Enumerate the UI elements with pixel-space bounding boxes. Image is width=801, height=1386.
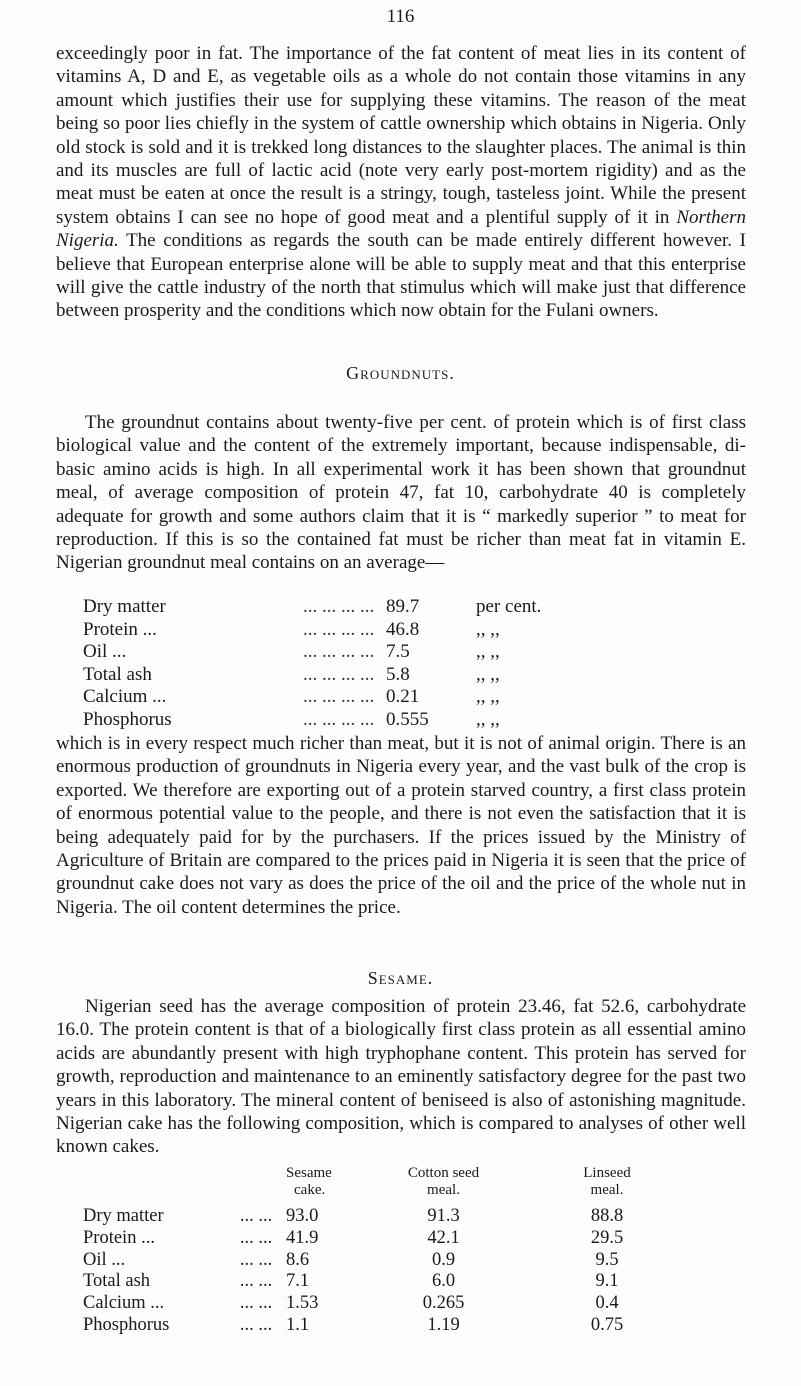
paragraph-groundnut-export: which is in every respect much richer than meat, but it is not of animal origin. There is an enormous production of groundnuts in Nigeria every year, and the vast bulk of the crop is exported. We therefore are exporting out of a protein starved country, a first class protein of enormous potential value to the people, and there is not even the satisfaction that it is being adequately paid for by the purchasers. If the prices issued by the Ministry of Agriculture of Britain are compared to the prices paid in Nigeria it is seen that the price of groundnut cake does not vary as does the price of the oil and the price of the whole nut in Nigeria. The oil content determines the price. (56, 733, 746, 918)
paragraph-sesame: Nigerian seed has the average composition of protein 23.46, fat 52.6, carbohydrate 16.0. The protein content is that of a biologically first class protein as all essential amino acids are abundantly present with high tryphophane content. This protein has served for growth, reproduction and maintenance to an eminently satisfactory degree for the past two years in this laboratory. The mineral content of beniseed is also of astonishing magnitude. Nigerian cake has the following composition, which is compared to analyses of other well known cakes. (56, 996, 746, 1158)
cell-sesame: 41.9 (286, 1227, 319, 1248)
item-label: Dry matter (83, 596, 166, 617)
cell-sesame: 1.53 (286, 1293, 319, 1314)
row-label: Phosphorus (83, 1314, 170, 1335)
item-unit: ,, ,, (476, 641, 500, 662)
cell-sesame: 8.6 (286, 1249, 310, 1270)
item-value: 7.5 (386, 641, 410, 662)
cell-linseed: 88.8 (590, 1206, 624, 1226)
list-item (83, 709, 723, 732)
cell-cotton-seed: 6.0 (431, 1271, 456, 1292)
item-unit: per cent. (476, 596, 542, 617)
table-row (56, 1206, 756, 1228)
cell-sesame: 7.1 (286, 1271, 310, 1292)
item-unit: ,, ,, (476, 686, 500, 707)
cell-linseed: 9.5 (595, 1249, 619, 1270)
leader-dots: ... ... (239, 1293, 273, 1314)
table-row (56, 1250, 756, 1272)
cell-cotton-seed: 42.1 (427, 1227, 460, 1248)
section-heading-groundnuts: Groundnuts. (346, 363, 455, 383)
leader-dots: ... ... ... ... (303, 686, 375, 707)
cake-composition-table (56, 1165, 756, 1337)
item-label: Protein ... (83, 618, 157, 640)
paragraph-groundnut-intro: The groundnut contains about twenty-five per cent. of protein which is of first class biological value and the content of the extremely important, because indispensable, di-basic amino acids is high. In all experimental work it has been shown that groundnut meal, of average composition of protein 47, fat 10, carbohydrate 40 is completely adequate for growth and some authors claim that it is “ markedly superior ” to meat for reproduction. If this is so the contained fat must be richer than meat fat in vitamin E. Nigerian groundnut meal contains on an average— (56, 412, 746, 574)
list-item (83, 686, 723, 709)
list-item (83, 664, 723, 687)
item-unit: ,, ,, (476, 708, 500, 730)
item-value: 0.555 (386, 708, 429, 730)
leader-dots: ... ... (239, 1206, 273, 1226)
leader-dots: ... ... (239, 1271, 273, 1292)
leader-dots: ... ... (239, 1314, 273, 1335)
cell-cotton-seed: 0.9 (431, 1249, 456, 1270)
cell-cotton-seed: 0.265 (422, 1293, 465, 1314)
cell-cotton-seed: 1.19 (427, 1314, 460, 1335)
list-item (83, 596, 723, 619)
paragraph-text: The conditions as regards the south can be made entirely different however. I believe that European enterprise alone will be able to supply meat and that this enterprise will give the cattle industry of the north that stimulus which will make just that difference between prosperity and the conditions which now obtain for the Fulani owners. (56, 230, 746, 322)
page-number: 116 (386, 6, 415, 27)
leader-dots: ... ... ... ... (303, 641, 375, 662)
column-header-sesame: Sesame cake. (286, 1165, 332, 1198)
leader-dots: ... ... ... ... (303, 663, 375, 685)
cell-linseed: 0.75 (590, 1314, 624, 1335)
cell-linseed: 9.1 (595, 1271, 619, 1292)
emphasis-text: Northern Nigeria. (56, 206, 747, 252)
cell-linseed: 29.5 (590, 1227, 624, 1248)
section-heading-sesame: Sesame. (367, 968, 434, 988)
row-label: Dry matter (83, 1206, 164, 1226)
item-label: Calcium ... (83, 686, 167, 707)
table-row (56, 1228, 756, 1250)
item-value: 0.21 (386, 686, 420, 707)
list-item (83, 641, 723, 664)
row-label: Calcium ... (83, 1293, 165, 1314)
list-item (83, 619, 723, 642)
leader-dots: ... ... ... ... (303, 708, 375, 730)
row-label: Total ash (83, 1271, 151, 1292)
leader-dots: ... ... ... ... (303, 618, 375, 640)
item-value: 5.8 (386, 663, 410, 685)
table-header (56, 1165, 756, 1199)
leader-dots: ... ... (239, 1227, 273, 1248)
column-header-linseed: Linseed meal. (583, 1165, 631, 1198)
cell-sesame: 1.1 (286, 1314, 310, 1335)
item-label: Phosphorus (83, 708, 172, 730)
cell-linseed: 0.4 (595, 1293, 619, 1314)
leader-dots: ... ... ... ... (303, 596, 375, 617)
table-row (56, 1293, 756, 1315)
item-unit: ,, ,, (476, 618, 500, 640)
column-header-cotton-seed: Cotton seed meal. (407, 1165, 480, 1198)
item-label: Oil ... (83, 641, 127, 662)
table-row (56, 1271, 756, 1293)
paragraph-text: exceedingly poor in fat. The importance of the fat content of meat lies in its content of vitamins A, D and E, as vegetable oils as a whole do not contain those vitamins in any amount which justifies their use for supplying these vitamins. The reason of the meat being so poor lies chiefly in the system of cattle ownership which obtains in Nigeria. Only old stock is sold and it is trekked long distances to the slaughter places. The animal is thin and its muscles are full of lactic acid (note very early post-mortem rigidity) and as the meat must be eaten at once the result is a stringy, tough, tasteless joint. While the present system obtains I can see no hope of good meat and a plentiful supply of it in (56, 43, 746, 228)
row-label: Protein ... (83, 1227, 155, 1248)
table-row (56, 1315, 756, 1337)
row-label: Oil ... (83, 1249, 126, 1270)
leader-dots: ... ... (239, 1249, 273, 1270)
cell-cotton-seed: 91.3 (427, 1206, 460, 1226)
item-value: 89.7 (386, 596, 420, 617)
item-value: 46.8 (386, 618, 420, 640)
groundnut-composition-list (83, 596, 723, 731)
paragraph-meat (56, 42, 746, 323)
item-label: Total ash (83, 663, 152, 685)
item-unit: ,, ,, (476, 663, 500, 685)
cell-sesame: 93.0 (286, 1206, 319, 1226)
